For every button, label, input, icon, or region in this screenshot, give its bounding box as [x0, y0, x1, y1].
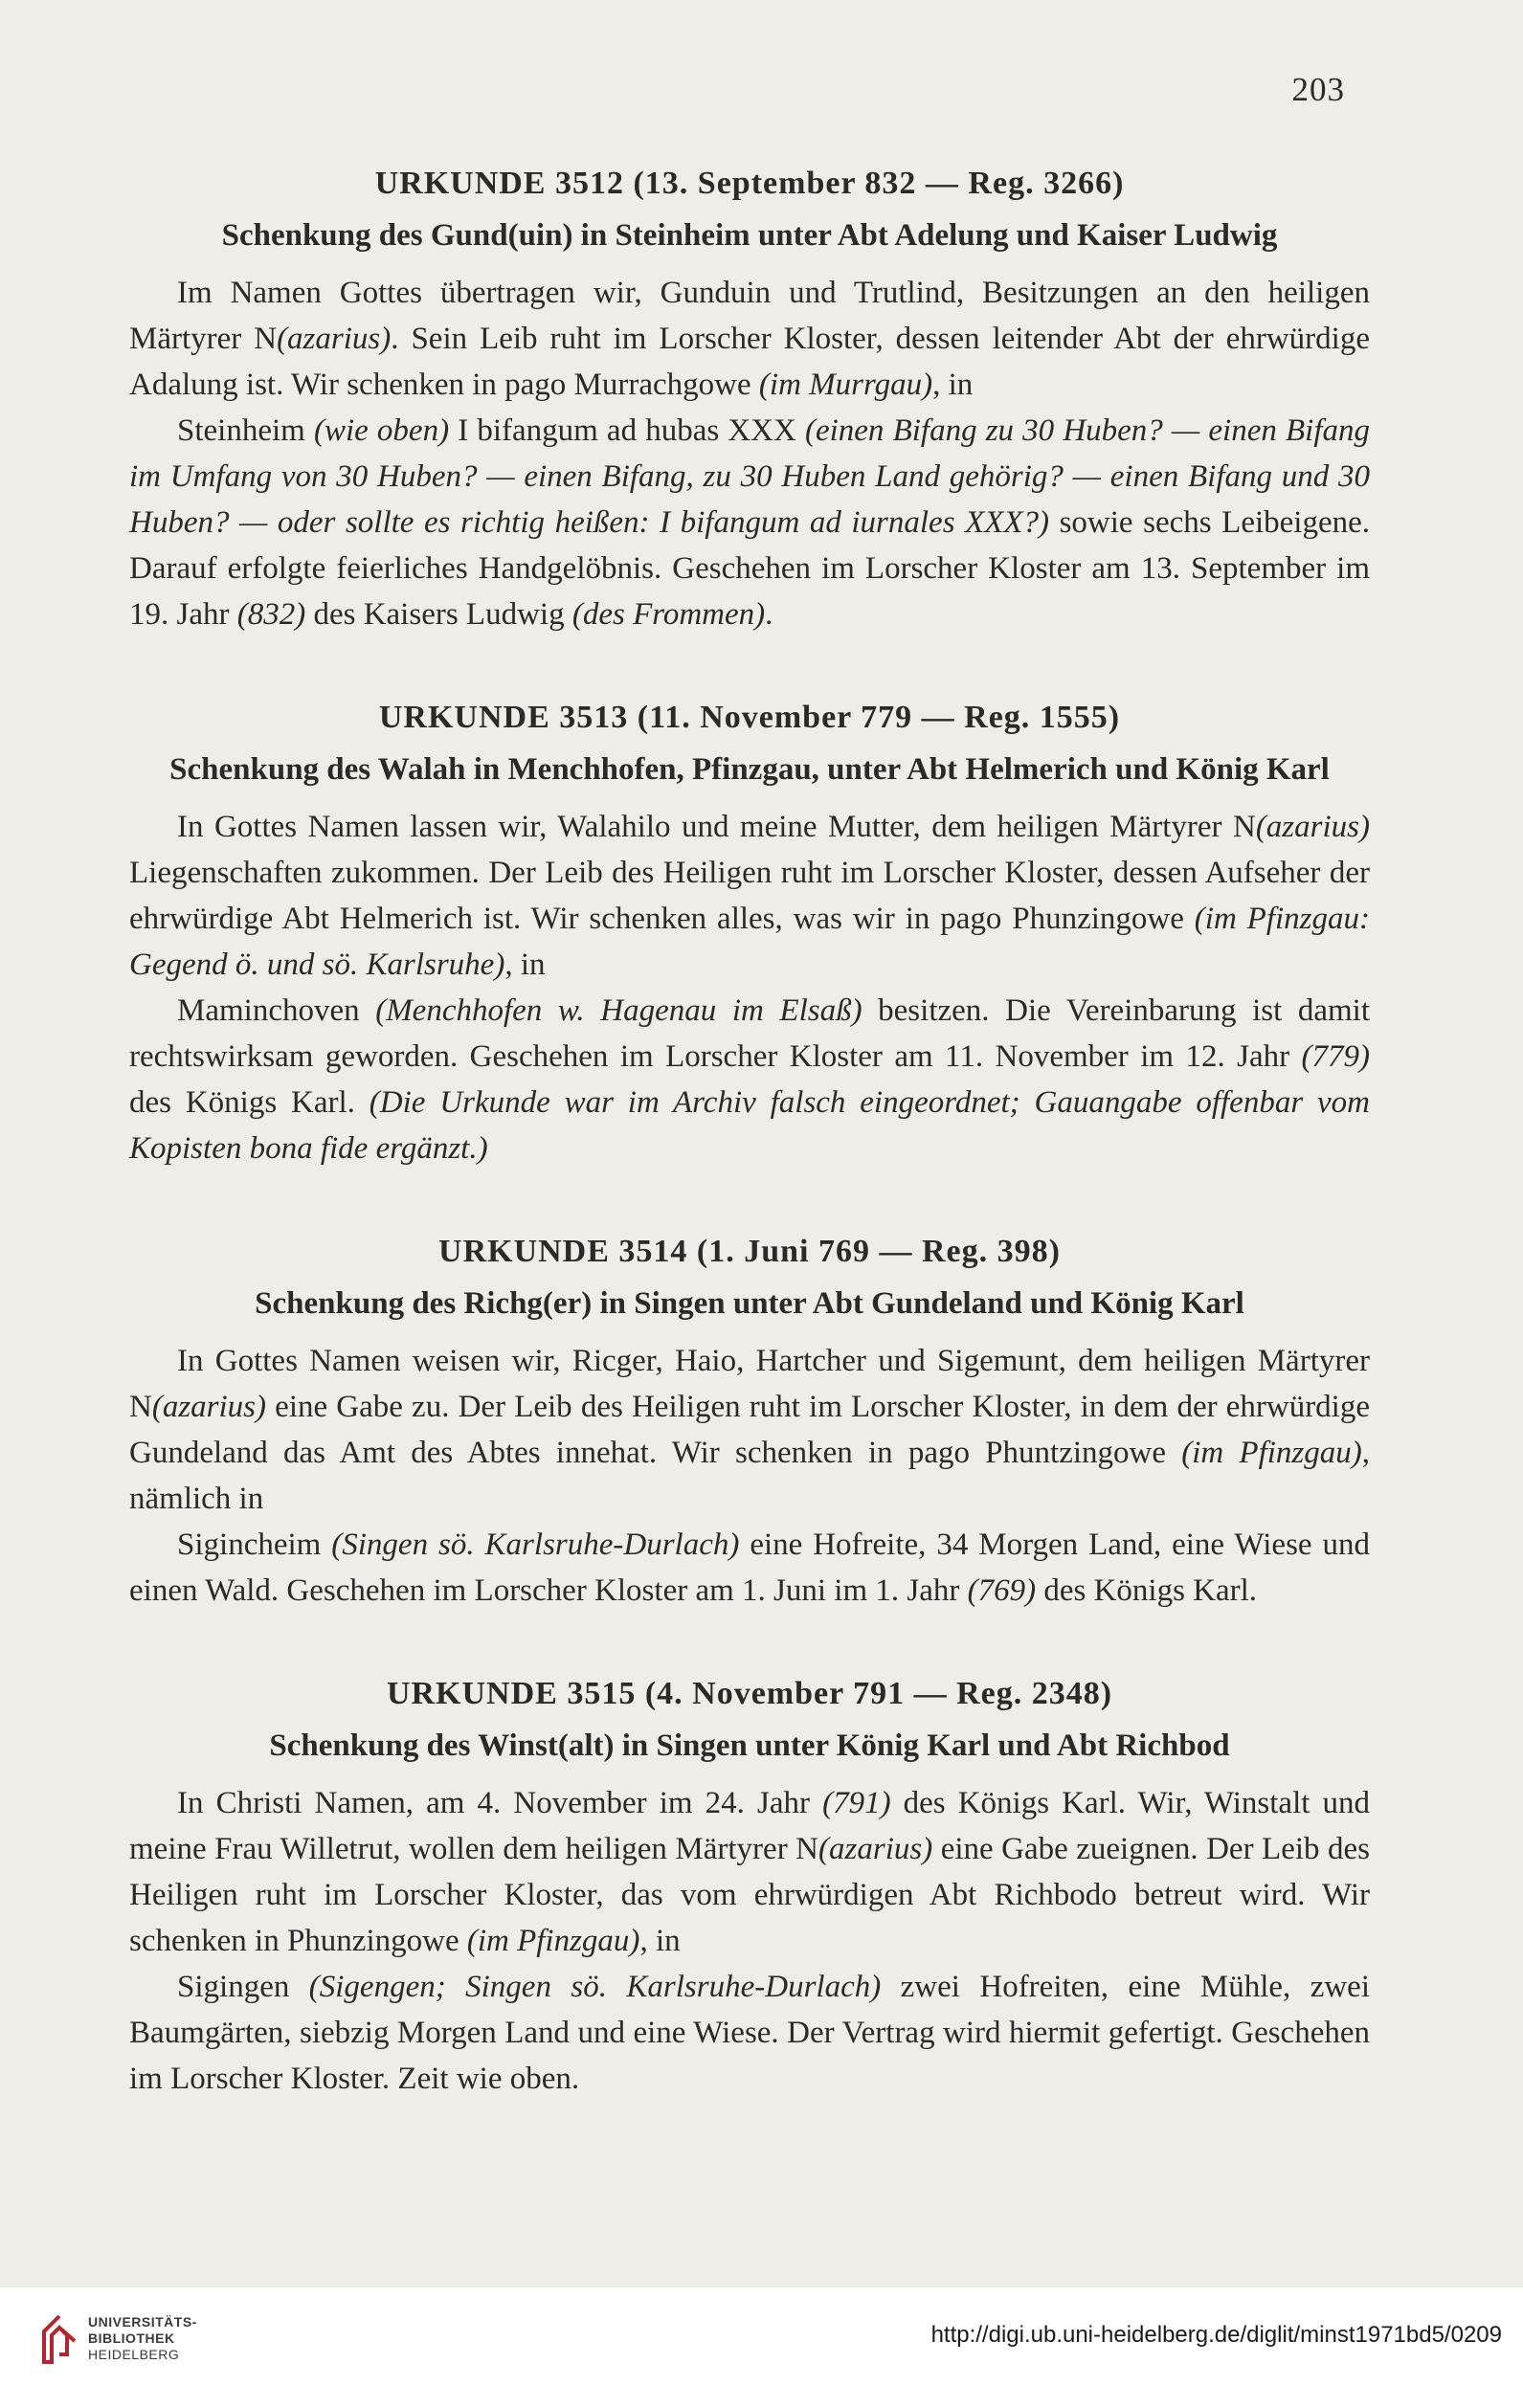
document-paragraph [129, 270, 1370, 408]
document-heading: URKUNDE 3514 (1. Juni 769 — Reg. 398) [438, 1234, 1061, 1269]
text-run: , nämlich in [129, 1436, 1370, 1516]
document-paragraph [129, 1338, 1370, 1522]
text-run: sowie sechs Leibeigene. Darauf erfolgte feierliches Handgelöbnis. Geschehen im Lorscher Kloster am 13. September im 19. Jahr [129, 505, 1370, 632]
library-name-line: UNIVERSITÄTS- [88, 2314, 197, 2330]
editorial-note: (Singen sö. Karlsruhe-Durlach) [331, 1527, 740, 1562]
library-name-line: HEIDELBERG [88, 2347, 180, 2362]
library-name [88, 2314, 197, 2363]
text-run: zwei Hofreiten, eine Mühle, zwei Baumgärten, siebzig Morgen Land und eine Wiese. Der Vertrag wird hiermit gefertigt. Geschehen im Lorscher Kloster. Zeit wie oben. [129, 1970, 1370, 2096]
document-heading: URKUNDE 3515 (4. November 791 — Reg. 2348) [386, 1676, 1113, 1711]
text-run: Steinheim [177, 413, 314, 448]
editorial-note: (des Frommen) [571, 597, 766, 632]
text-run: Im Namen Gottes übertragen wir, Gunduin und Trutlind, Besitzungen an den heiligen Märtyrer N [129, 276, 1370, 356]
permalink-url[interactable]: http://digi.ub.uni-heidelberg.de/diglit/minst1971bd5/0209 [930, 2322, 1502, 2348]
editorial-note: (791) [822, 1786, 891, 1820]
page-number: 203 [1291, 71, 1345, 108]
text-run: , in [504, 948, 546, 982]
document-paragraph [129, 988, 1370, 1171]
text-run: eine Hofreite, 34 Morgen Land, eine Wiese und einen Wald. Geschehen im Lorscher Kloster am 1. Juni im 1. Jahr [129, 1527, 1370, 1608]
text-run: , in [932, 368, 974, 402]
editorial-note: (azarius) [277, 322, 392, 356]
editorial-note: (Sigengen; Singen sö. Karlsruhe-Durlach) [308, 1970, 882, 2004]
text-run: . Sein Leib ruht im Lorscher Kloster, dessen leitender Abt der ehrwürdige Adalung ist. Wir schenken in pago Murrachgowe [129, 322, 1370, 402]
document-title: Schenkung des Winst(alt) in Singen unter König Karl und Abt Richbod [269, 1728, 1230, 1763]
editorial-note: (im Pfinzgau) [466, 1924, 640, 1958]
text-run: Sigincheim [177, 1527, 332, 1562]
text-run: des Königs Karl. [129, 1085, 370, 1120]
document-paragraph [129, 408, 1370, 637]
document-paragraph [129, 804, 1370, 988]
document-title: Schenkung des Walah in Menchhofen, Pfinzgau, unter Abt Helmerich und König Karl [169, 752, 1330, 787]
document-paragraph [129, 1964, 1370, 2102]
text-run: eine Gabe zueignen. Der Leib des Heiligen ruht im Lorscher Kloster, das vom ehrwürdigen Abt Richbodo betreut wird. Wir schenken in Phunzingowe [129, 1832, 1370, 1958]
text-run: des Königs Karl. Wir, Winstalt und meine Frau Willetrut, wollen dem heiligen Märtyrer N [129, 1786, 1371, 1866]
text-run: In Gottes Namen weisen wir, Ricger, Haio, Hartcher und Sigemunt, dem heiligen Märtyrer N [129, 1344, 1370, 1424]
text-run: Sigingen [177, 1970, 309, 2004]
document-3512 [129, 163, 1370, 637]
page-content [129, 163, 1370, 2161]
text-run: des Königs Karl. [1036, 1573, 1258, 1608]
editorial-note: (779) [1301, 1039, 1370, 1074]
document-3514 [129, 1231, 1370, 1614]
text-run: In Christi Namen, am 4. November im 24. Jahr [177, 1786, 823, 1820]
text-run: , in [639, 1924, 681, 1958]
text-run: Maminchoven [177, 993, 376, 1028]
editorial-note: (wie oben) [313, 413, 450, 448]
text-run: Liegenschaften zukommen. Der Leib des Heiligen ruht im Lorscher Kloster, dessen Aufseher der ehrwürdige Abt Helmerich ist. Wir schenken alles, was wir in pago Phunzingowe [129, 856, 1370, 936]
document-heading: URKUNDE 3512 (13. September 832 — Reg. 3266) [374, 166, 1125, 201]
text-run: besitzen. Die Vereinbarung ist damit rechtswirksam geworden. Geschehen im Lorscher Kloster am 11. November im 12. Jahr [129, 993, 1370, 1074]
footer-bar [0, 2287, 1523, 2408]
document-title: Schenkung des Gund(uin) in Steinheim unter Abt Adelung und Kaiser Ludwig [221, 218, 1278, 253]
text-run: I bifangum ad hubas XXX [449, 413, 805, 448]
text-run: . [765, 597, 773, 632]
editorial-note: (azarius) [151, 1390, 267, 1424]
editorial-note: (azarius) [818, 1832, 933, 1866]
editorial-note: (im Pfinzgau: Gegend ö. und sö. Karlsruhe) [129, 902, 1370, 982]
library-logo-icon[interactable] [38, 2312, 80, 2370]
text-run: des Kaisers Ludwig [305, 597, 572, 632]
document-3513 [129, 697, 1370, 1171]
document-3515 [129, 1673, 1370, 2102]
document-paragraph [129, 1522, 1370, 1614]
editorial-note: (im Pfinzgau) [1181, 1436, 1362, 1470]
document-paragraph [129, 1780, 1370, 1964]
editorial-note: (einen Bifang zu 30 Huben? — einen Bifang im Umfang von 30 Huben? — einen Bifang, zu 30 Huben Land gehörig? — einen Bifang und 30 Huben? — oder sollte es richtig heißen: I bifangum ad iurnales XXX?) [129, 413, 1371, 540]
text-run: In Gottes Namen lassen wir, Walahilo und meine Mutter, dem heiligen Märtyrer N [177, 810, 1256, 844]
document-title: Schenkung des Richg(er) in Singen unter Abt Gundeland und König Karl [255, 1286, 1244, 1321]
library-name-line: BIBLIOTHEK [88, 2330, 175, 2346]
editorial-note: (832) [236, 597, 306, 632]
editorial-note: (im Murrgau) [758, 368, 933, 402]
editorial-note: (Die Urkunde war im Archiv falsch eingeordnet; Gauangabe offenbar vom Kopisten bona fide ergänzt.) [129, 1085, 1370, 1166]
text-run: eine Gabe zu. Der Leib des Heiligen ruht im Lorscher Kloster, in dem der ehrwürdige Gundeland das Amt des Abtes innehat. Wir schenken in pago Phuntzingowe [129, 1390, 1370, 1470]
document-heading: URKUNDE 3513 (11. November 779 — Reg. 1555) [378, 700, 1121, 735]
editorial-note: (Menchhofen w. Hagenau im Elsaß) [375, 993, 862, 1028]
editorial-note: (769) [967, 1573, 1037, 1608]
editorial-note: (azarius) [1255, 810, 1370, 844]
